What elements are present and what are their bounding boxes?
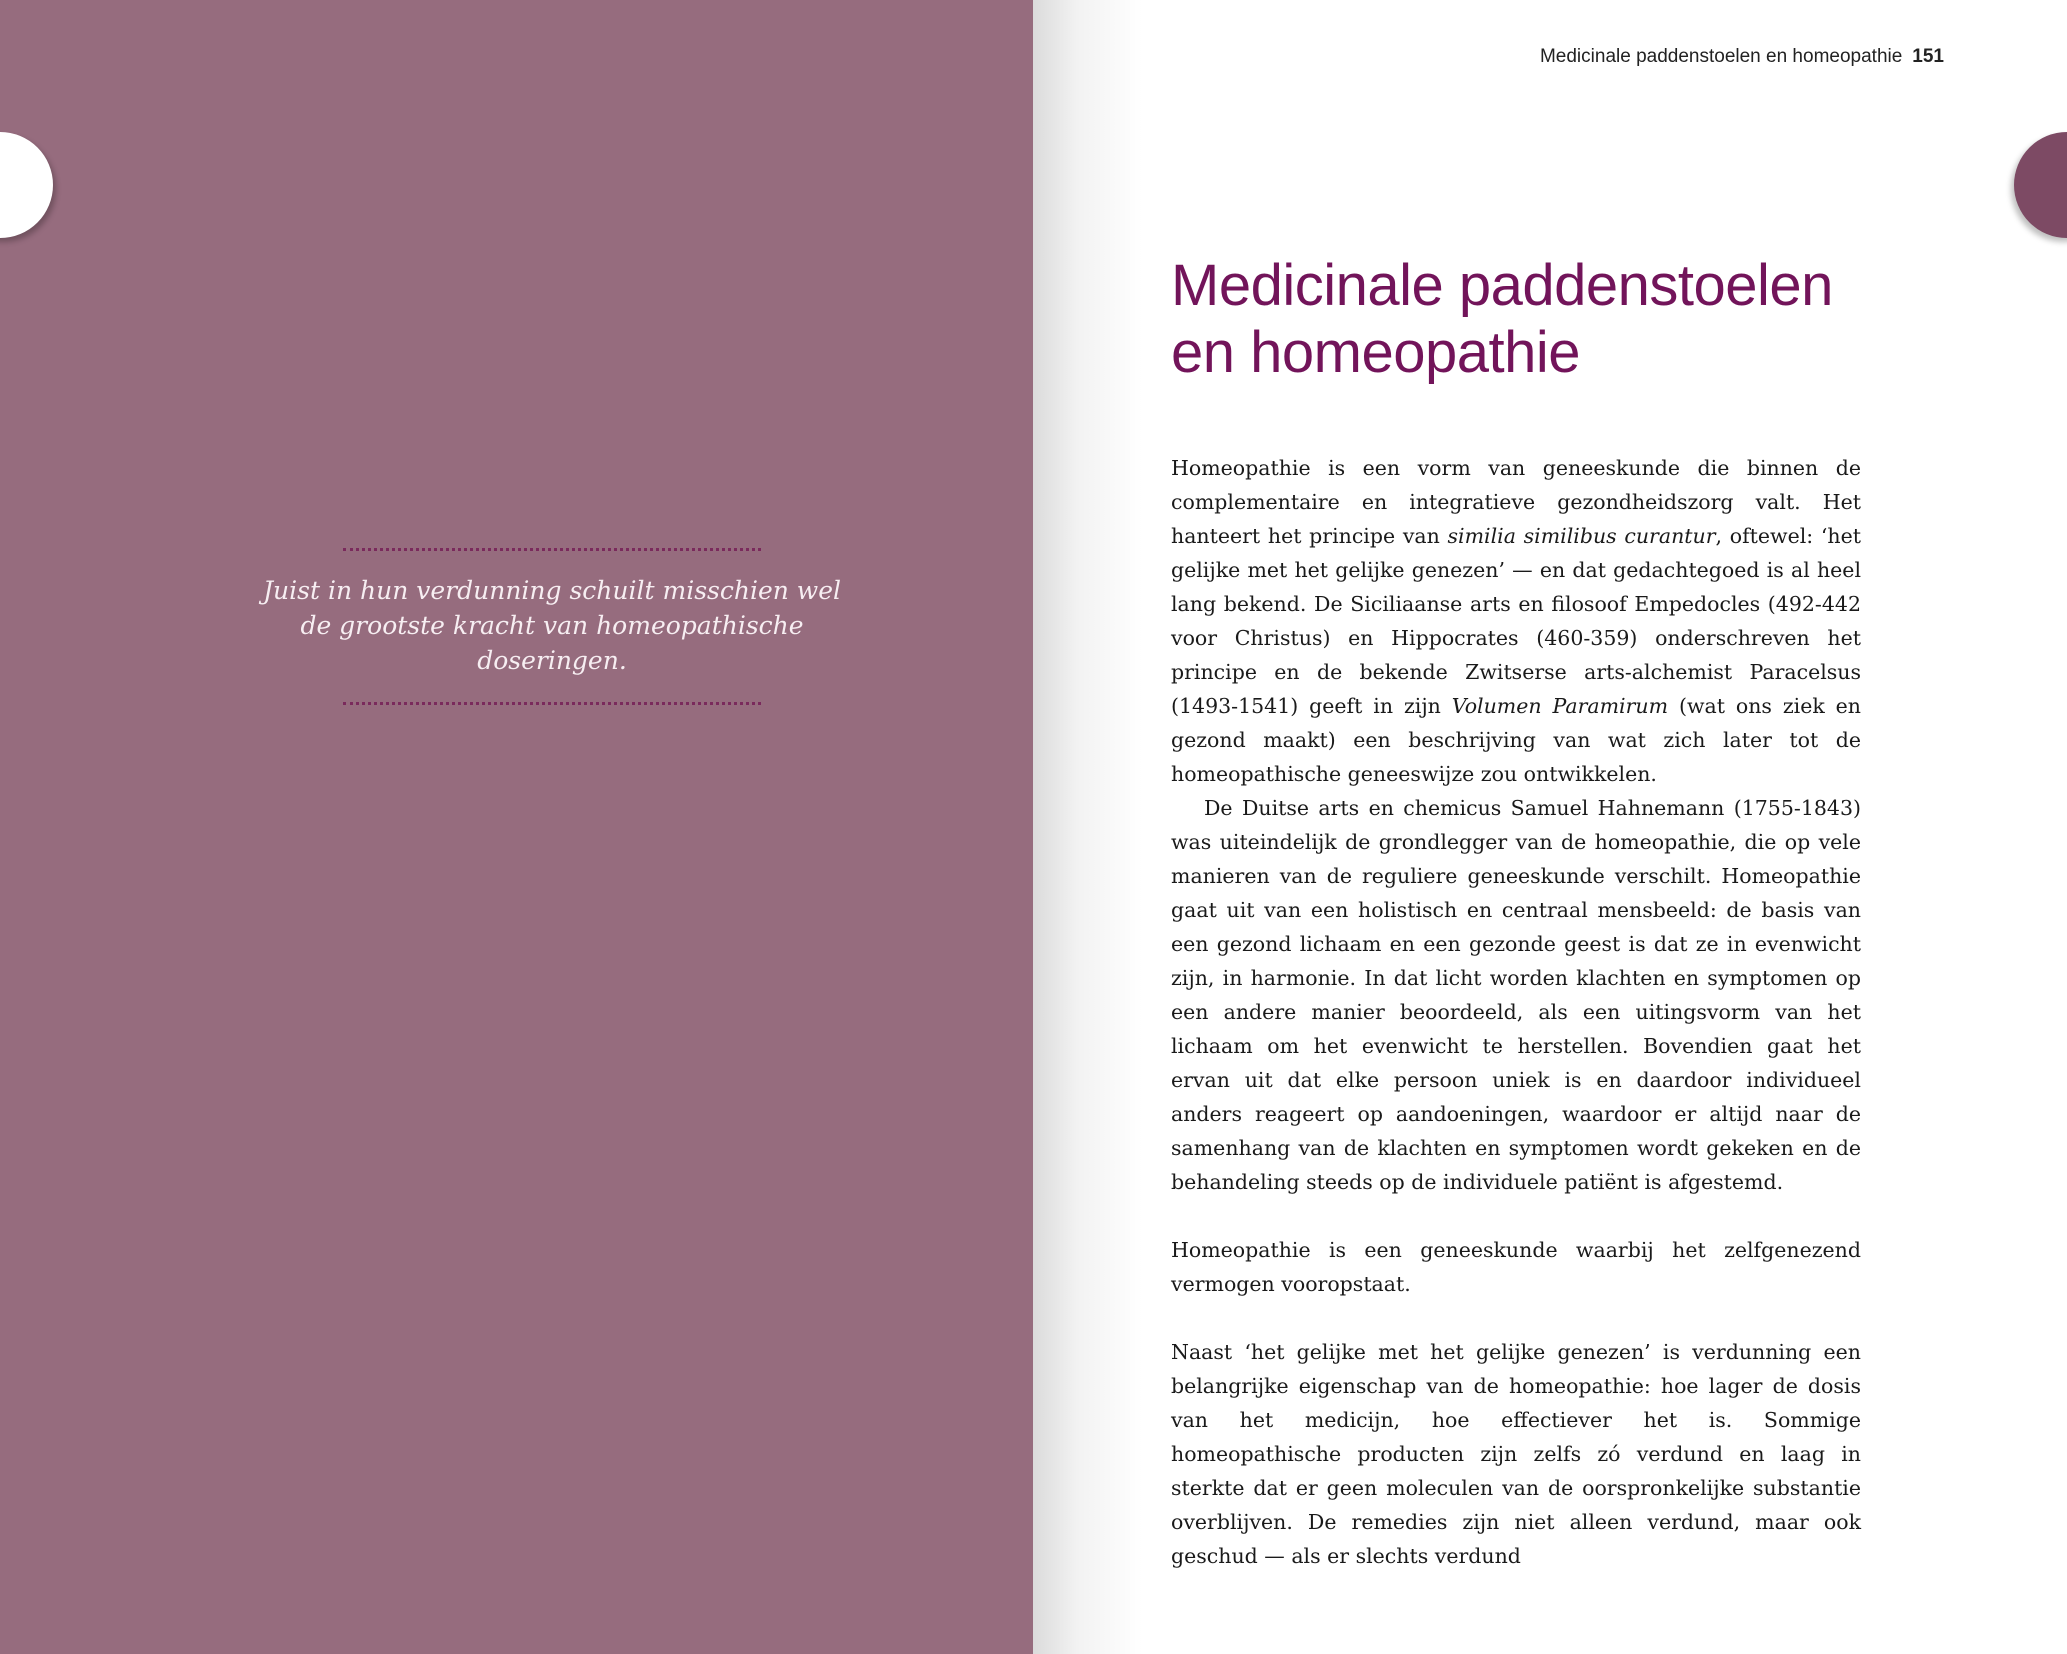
running-head [1540, 46, 1944, 68]
thumb-index-tab-right [2014, 132, 2067, 238]
page-number: 151 [1912, 46, 1944, 67]
thumb-index-tab-left [0, 132, 53, 238]
running-head-title: Medicinale paddenstoelen en homeopathie [1539, 46, 1903, 67]
quote-rule-top [343, 548, 761, 551]
paragraph-2: De Duitse arts en chemicus Samuel Hahnemann (1755-1843) was uiteindelijk de grondlegger van de homeopathie, die op vele manieren van de reguliere geneeskunde verschilt. Homeopathie gaat uit van een holistisch en centraal mensbeeld: de basis van een gezond lichaam en een gezonde geest is dat ze in evenwicht zijn, in harmonie. In dat licht worden klachten en symptomen op een andere manier beoordeeld, als een uitingsvorm van het lichaam om het evenwicht te herstellen. Bovendien gaat het ervan uit dat elke persoon uniek is en daardoor individueel anders reageert op aandoeningen, waardoor er altijd naar de samenhang van de klachten en symptomen wordt gekeken en de behandeling steeds op de individuele patiënt is afgestemd. [1171, 796, 1861, 1194]
latin-phrase: similia similibus curantur [1447, 524, 1716, 548]
quote-rule-bottom [343, 702, 761, 705]
paragraph-1 [1171, 451, 1861, 791]
paragraph-1-part-a: Homeopathie is een vorm van geneeskunde die binnen de complementaire en integratieve gezondheidszorg valt. Het hanteert het principe van [1171, 456, 1861, 548]
chapter-title [1171, 252, 1931, 386]
pull-quote [232, 548, 872, 705]
chapter-title-line-1: Medicinale paddenstoelen [1171, 253, 1833, 318]
body-text [1171, 451, 1861, 1573]
paragraph-3: Homeopathie is een geneeskunde waarbij het zelfgenezend vermogen vooropstaat. [1171, 1238, 1861, 1296]
chapter-title-line-2: en homeopathie [1171, 320, 1580, 385]
pull-quote-line-2: de grootste kracht van homeopathische doseringen. [300, 611, 804, 675]
paragraph-4: Naast ‘het gelijke met het gelijke genezen’ is verdunning een belangrijke eigenschap van de homeopathie: hoe lager de dosis van het medicijn, hoe effectiever het is. Sommige homeopathische producten zijn zelfs zó verdund en laag in sterkte dat er geen moleculen van de oorspronkelijke substantie overblijven. De remedies zijn niet alleen verdund, maar ook geschud — als er slechts verdund [1171, 1340, 1861, 1568]
left-page [0, 0, 1033, 1654]
pull-quote-line-1: Juist in hun verdunning schuilt misschien wel [263, 576, 841, 605]
paragraph-1-part-c: (wat ons ziek en gezond maakt) een beschrijving van wat zich later tot de homeopathische geneeswijze zou ontwikkelen. [1171, 694, 1861, 786]
pull-quote-text [232, 573, 872, 678]
paragraph-1-part-b: , oftewel: ‘het gelijke met het gelijke genezen’ — en dat gedachtegoed is al heel lang bekend. De Siciliaanse arts en filosoof Empedocles (492-442 voor Christus) en Hippocrates (460-359) onderschreven het principe en de bekende Zwitserse arts-alchemist Paracelsus (1493-1541) geeft in zijn [1171, 524, 1861, 718]
spine-shadow [1033, 0, 1143, 1654]
book-title: Volumen Paramirum [1451, 694, 1669, 718]
